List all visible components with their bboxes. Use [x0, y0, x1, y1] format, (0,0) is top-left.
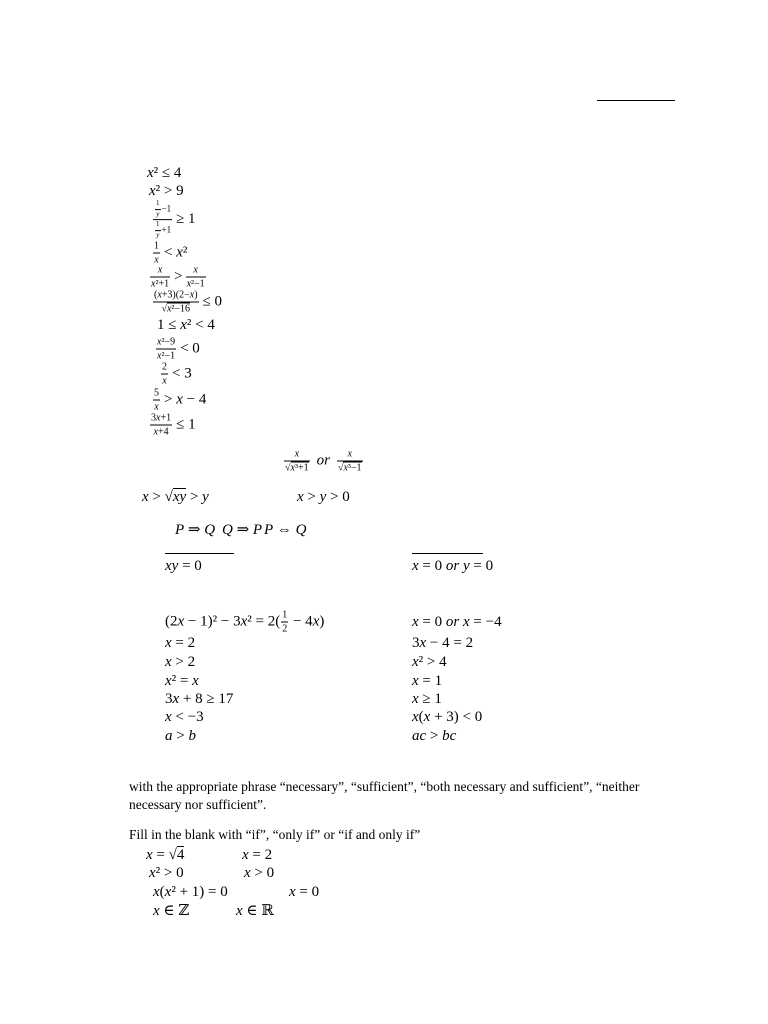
numerator: 1 — [155, 200, 161, 210]
pair-right: x² > 4 — [412, 654, 447, 670]
inequality-item — [149, 413, 196, 438]
fraction — [155, 200, 161, 218]
denominator: x — [162, 375, 167, 387]
fill-right: x = 2 — [242, 847, 273, 863]
radical-sign: √ — [285, 462, 291, 474]
denominator: y — [156, 209, 160, 218]
numerator: x — [186, 265, 206, 278]
inequality-item — [152, 200, 196, 240]
denominator: x²−1 — [157, 350, 176, 362]
fraction — [150, 265, 170, 290]
denominator — [153, 303, 199, 315]
inequality-item — [149, 265, 207, 290]
numerator — [153, 200, 172, 220]
denominator: x — [154, 254, 159, 266]
numerator: 1 — [282, 609, 288, 621]
denominator: y — [156, 231, 160, 240]
fraction — [186, 265, 206, 290]
fraction — [153, 290, 199, 315]
numerator: x — [337, 449, 363, 462]
implication-option: P ⇔ Q — [264, 522, 307, 538]
fill-right: x ∈ ℝ — [236, 903, 274, 919]
pair-left: a > b — [165, 728, 196, 744]
pair-left: x² = x — [165, 673, 199, 689]
fraction — [281, 610, 288, 635]
fill-left: x² > 0 — [149, 865, 184, 881]
pair-left: x < −3 — [165, 709, 204, 725]
pair-left: x > 2 — [165, 654, 196, 670]
numerator-tail: −1 — [161, 203, 172, 214]
numerator: 1 — [155, 222, 161, 232]
inequality-item — [152, 241, 187, 266]
radical-sign: √ — [337, 462, 344, 474]
fraction — [161, 362, 168, 387]
pair-right: x ≥ 1 — [412, 691, 442, 707]
relation-text: < 3 — [172, 365, 192, 382]
numerator: 2 — [162, 361, 167, 373]
radical-sign: √ — [161, 303, 167, 315]
numerator: x — [150, 265, 170, 278]
relation-text: ≥ 1 — [176, 211, 196, 228]
inequality-item: x² ≤ 4 — [147, 165, 182, 181]
inequality-item: 1 ≤ x² < 4 — [157, 317, 215, 333]
radical-sign: √ — [168, 847, 177, 863]
numerator: 5 — [154, 387, 159, 399]
pair-right: x = 1 — [412, 673, 443, 689]
numerator: (x+3)(2−x) — [154, 289, 198, 301]
relation-text: < x² — [164, 244, 188, 261]
relation-text: ≤ 1 — [176, 416, 196, 433]
pair-right: x = 0 or x = −4 — [412, 614, 502, 630]
pair-left — [165, 610, 324, 635]
fraction — [153, 241, 160, 266]
radicand: x³+1 — [290, 462, 309, 474]
inequality-item — [152, 290, 222, 315]
denominator: 2 — [282, 623, 288, 635]
fraction — [337, 449, 363, 474]
fraction — [153, 200, 172, 240]
fraction — [284, 449, 310, 474]
relation-text: > x − 4 — [164, 391, 207, 408]
numerator: x — [284, 449, 310, 462]
means-condition: x > y > 0 — [297, 489, 350, 505]
inequality-item — [155, 337, 200, 362]
fill-left: x ∈ ℤ — [153, 903, 190, 919]
denominator — [337, 462, 363, 474]
relation-text: > — [174, 268, 183, 285]
equation-part: (2x − 1)² − 3x² = 2( — [165, 613, 281, 630]
relation-text: < 0 — [180, 340, 200, 357]
denominator: x²+1 — [151, 278, 170, 290]
numerator: 3x+1 — [151, 412, 172, 424]
radicand: 4 — [176, 847, 185, 863]
phrase-instruction: with the appropriate phrase “necessary”, “sufficient”, “both necessary and sufficient”, “neither necessary nor sufficient”. — [129, 779, 640, 812]
implication-option: Q ⇒ P — [222, 522, 263, 538]
radical-sign: √ — [164, 489, 173, 505]
radicand: x²−16 — [166, 303, 191, 315]
numerator: 1 — [154, 240, 159, 252]
pair-right: 3x − 4 = 2 — [412, 635, 474, 651]
denominator — [153, 221, 172, 240]
connector-text: or — [316, 452, 330, 469]
radicand: xy — [172, 489, 187, 505]
radicand: x³−1 — [343, 462, 362, 474]
answer-blank-line — [165, 553, 234, 554]
fraction — [156, 337, 176, 362]
inequality-item — [152, 388, 206, 413]
statement-left: xy = 0 — [165, 558, 202, 574]
implication-option: P ⇒ Q — [175, 522, 216, 538]
inequality-item: x² > 9 — [149, 183, 184, 199]
denominator — [284, 462, 310, 474]
pair-left: x = 2 — [165, 635, 196, 651]
answer-blank-line — [412, 553, 483, 554]
denominator-tail: +1 — [161, 224, 172, 235]
fill-left — [146, 846, 184, 864]
denominator: x²−1 — [186, 278, 205, 290]
inequality-item — [160, 362, 192, 387]
name-blank-line — [597, 100, 675, 101]
fill-right: x = 0 — [289, 884, 320, 900]
equation-part: x > — [142, 489, 161, 505]
pair-right: x(x + 3) < 0 — [412, 709, 483, 725]
equation-part: x = — [146, 847, 165, 863]
denominator: x+4 — [153, 426, 169, 438]
equation-part: > y — [189, 489, 209, 505]
pair-left: 3x + 8 ≥ 17 — [165, 691, 234, 707]
fill-right: x > 0 — [244, 865, 275, 881]
fraction — [150, 413, 172, 438]
fill-left: x(x² + 1) = 0 — [153, 884, 228, 900]
pair-right: ac > bc — [412, 728, 457, 744]
functions-line — [283, 449, 364, 474]
fraction — [153, 388, 160, 413]
means-inequality — [142, 488, 209, 506]
equation-part: − 4x) — [289, 613, 325, 630]
denominator: x — [154, 401, 159, 413]
fill-instruction: Fill in the blank with “if”, “only if” or “if and only if” — [129, 827, 421, 842]
numerator: x²−9 — [157, 336, 176, 348]
fraction — [155, 222, 161, 240]
statement-right: x = 0 or y = 0 — [412, 558, 494, 574]
relation-text: ≤ 0 — [202, 293, 223, 310]
